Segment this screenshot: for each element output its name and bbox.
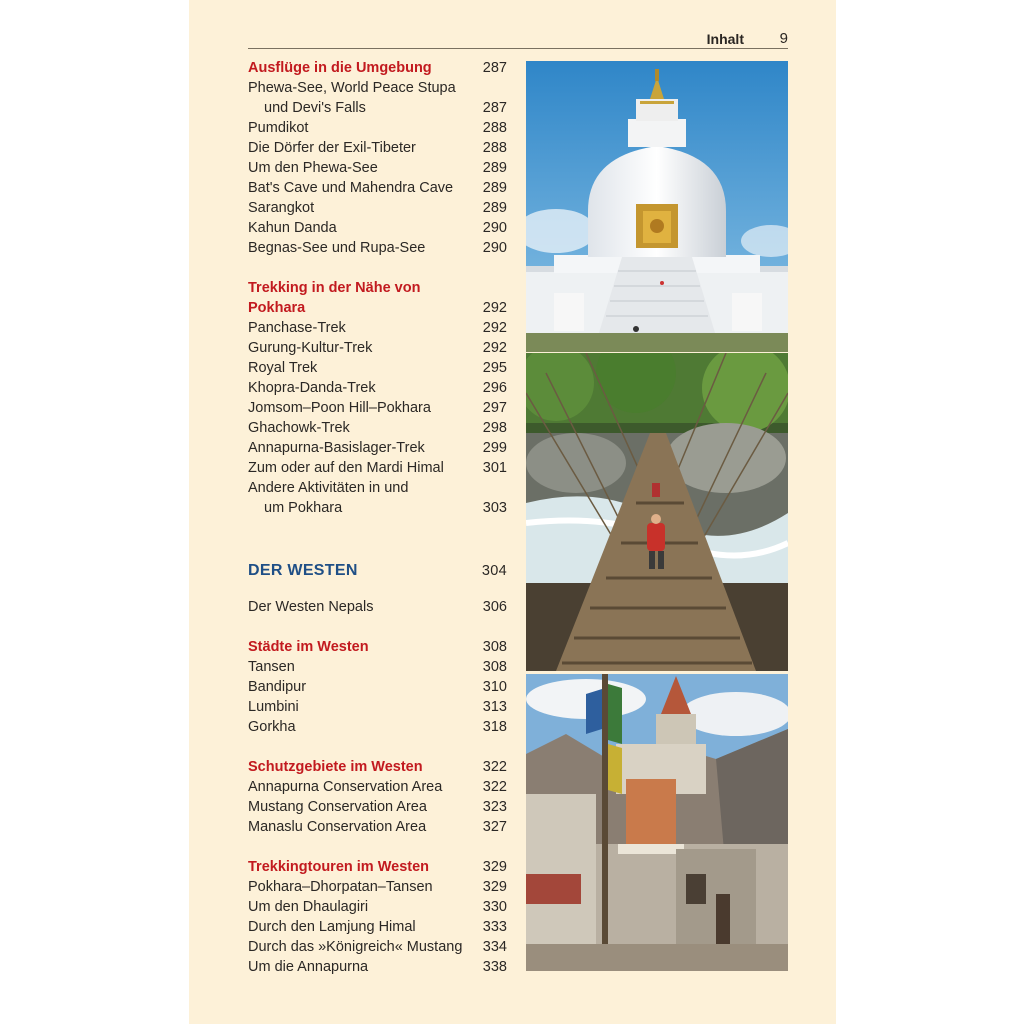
toc-page-number: 292 — [482, 340, 507, 356]
toc-page-number: 289 — [482, 180, 507, 196]
toc-page-number: 299 — [482, 440, 507, 456]
toc-page-number: 295 — [482, 360, 507, 376]
toc-entry — [248, 917, 508, 937]
toc-page-number: 298 — [482, 420, 507, 436]
toc-page-number: 287 — [482, 100, 507, 116]
toc-entry — [248, 817, 508, 837]
toc-entry — [248, 358, 508, 378]
toc-entry — [248, 398, 508, 418]
toc-entry-label: Ghachowk-Trek — [248, 420, 350, 436]
toc-entry-label: Um den Phewa-See — [248, 160, 378, 176]
toc-entry — [248, 418, 508, 438]
toc-page-number: 323 — [482, 799, 507, 815]
toc-entry-label: Bandipur — [248, 679, 307, 695]
toc-entry-label: Mustang Conservation Area — [248, 799, 427, 815]
toc-entry-label: Pumdikot — [248, 120, 309, 136]
toc-entry — [248, 118, 508, 138]
toc-page-number: 338 — [482, 959, 507, 975]
suspension-bridge-photo — [526, 353, 788, 671]
toc-entry — [248, 657, 508, 677]
toc-entry-label: Andere Aktivitäten in und — [248, 480, 409, 496]
toc-entry-label: Um den Dhaulagiri — [248, 899, 369, 915]
toc-entry-label: Zum oder auf den Mardi Himal — [248, 460, 444, 476]
toc-entry-label: Panchase-Trek — [248, 320, 346, 336]
toc-page-number: 290 — [482, 240, 507, 256]
toc-entry — [248, 697, 508, 717]
toc-entry-label: Bat's Cave und Mahendra Cave — [248, 180, 454, 196]
toc-page-number: 308 — [482, 659, 507, 675]
toc-entry-label: Begnas-See und Rupa-See — [248, 240, 426, 256]
toc-entry — [248, 198, 508, 218]
toc-page-number: 310 — [482, 679, 507, 695]
toc-entry-label: Städte im Westen — [248, 639, 369, 655]
toc-entry-label: Um die Annapurna — [248, 959, 369, 975]
toc-entry-label: Pokhara–Dhorpatan–Tansen — [248, 879, 433, 895]
toc-entry-label: Gurung-Kultur-Trek — [248, 340, 373, 356]
toc-entry-label: Tansen — [248, 659, 295, 675]
toc-entry-label: und Devi's Falls — [264, 100, 366, 116]
running-header — [248, 28, 788, 49]
toc-entry — [248, 138, 508, 158]
toc-entry — [248, 78, 508, 98]
toc-page-number: 289 — [482, 200, 507, 216]
toc-page-number: 306 — [482, 599, 507, 615]
toc-entry-label: Pokhara — [248, 300, 306, 316]
toc-entry — [248, 877, 508, 897]
toc-entry-label: Durch den Lamjung Himal — [248, 919, 416, 935]
toc-entry-label: Lumbini — [248, 699, 299, 715]
toc-page-number: 288 — [482, 120, 507, 136]
toc-section-heading — [248, 757, 508, 777]
toc-page-number: 327 — [482, 819, 507, 835]
toc-entry-label: Sarangkot — [248, 200, 315, 216]
toc-entry — [248, 478, 508, 498]
toc-page-number: 329 — [482, 859, 507, 875]
mustang-chorten-photo — [526, 674, 788, 971]
header-title: Inhalt — [706, 31, 744, 47]
toc-page-number: 290 — [482, 220, 507, 236]
toc-entry-label: Trekkingtouren im Westen — [248, 859, 430, 875]
toc-entry — [248, 338, 508, 358]
toc-entry-label: Phewa-See, World Peace Stupa — [248, 80, 456, 96]
toc-page-number: 308 — [482, 639, 507, 655]
toc-entry-label: Royal Trek — [248, 360, 318, 376]
header-page-number: 9 — [779, 30, 788, 47]
toc-entry — [248, 158, 508, 178]
toc-entry-label: Jomsom–Poon Hill–Pokhara — [248, 400, 431, 416]
toc-entry — [248, 498, 508, 518]
toc-entry — [248, 378, 508, 398]
toc-entry-label: Gorkha — [248, 719, 296, 735]
toc-section-heading — [248, 298, 508, 318]
toc-entry — [248, 318, 508, 338]
toc-entry — [248, 438, 508, 458]
toc-entry — [248, 218, 508, 238]
toc-page-number: 330 — [482, 899, 507, 915]
toc-entry-label: DER WESTEN — [248, 562, 358, 579]
toc-page-number: 289 — [482, 160, 507, 176]
toc-page-number: 301 — [482, 460, 507, 476]
toc-entry-label: um Pokhara — [264, 500, 343, 516]
toc-entry — [248, 597, 508, 617]
toc-page-number: 333 — [482, 919, 507, 935]
toc-entry-label: Die Dörfer der Exil-Tibeter — [248, 140, 416, 156]
toc-entry — [248, 897, 508, 917]
toc-entry-label: Ausflüge in die Umgebung — [248, 60, 432, 76]
toc-entry-label: Der Westen Nepals — [248, 599, 374, 615]
toc-entry — [248, 717, 508, 737]
toc-page-number: 329 — [482, 879, 507, 895]
toc-entry — [248, 458, 508, 478]
toc-entry-label: Trekking in der Nähe von — [248, 280, 421, 296]
toc-section-heading — [248, 278, 508, 298]
chapter-heading — [248, 561, 508, 581]
toc-entry — [248, 777, 508, 797]
toc-page-number: 296 — [482, 380, 507, 396]
toc-page-number: 322 — [482, 779, 507, 795]
toc-entry — [248, 98, 508, 118]
toc-page-number: 297 — [482, 400, 507, 416]
toc-entry — [248, 957, 508, 977]
toc-page-number: 288 — [482, 140, 507, 156]
toc-entry-label: Annapurna-Basislager-Trek — [248, 440, 425, 456]
toc-entry-label: Schutzgebiete im Westen — [248, 759, 423, 775]
toc-page-number: 318 — [482, 719, 507, 735]
toc-entry-label: Khopra-Danda-Trek — [248, 380, 376, 396]
world-peace-stupa-photo — [526, 61, 788, 352]
toc-entry — [248, 677, 508, 697]
toc-entry — [248, 238, 508, 258]
toc-section-heading — [248, 58, 508, 78]
toc-entry-label: Kahun Danda — [248, 220, 337, 236]
toc-entry — [248, 797, 508, 817]
toc-section-heading — [248, 857, 508, 877]
toc-page-number: 292 — [482, 300, 507, 316]
toc-entry-label: Annapurna Conservation Area — [248, 779, 443, 795]
toc-page-number: 303 — [482, 500, 507, 516]
toc-page-number: 313 — [482, 699, 507, 715]
toc-page-number: 292 — [482, 320, 507, 336]
toc-page-number: 334 — [482, 939, 507, 955]
toc-entry — [248, 178, 508, 198]
toc-entry — [248, 937, 508, 957]
toc-section-heading — [248, 637, 508, 657]
toc-entry-label: Manaslu Conservation Area — [248, 819, 427, 835]
toc-entry-label: Durch das »Königreich« Mustang — [248, 939, 463, 955]
toc-page-number: 322 — [482, 759, 507, 775]
toc-page-number: 287 — [482, 60, 507, 76]
toc-page-number: 304 — [481, 563, 507, 579]
